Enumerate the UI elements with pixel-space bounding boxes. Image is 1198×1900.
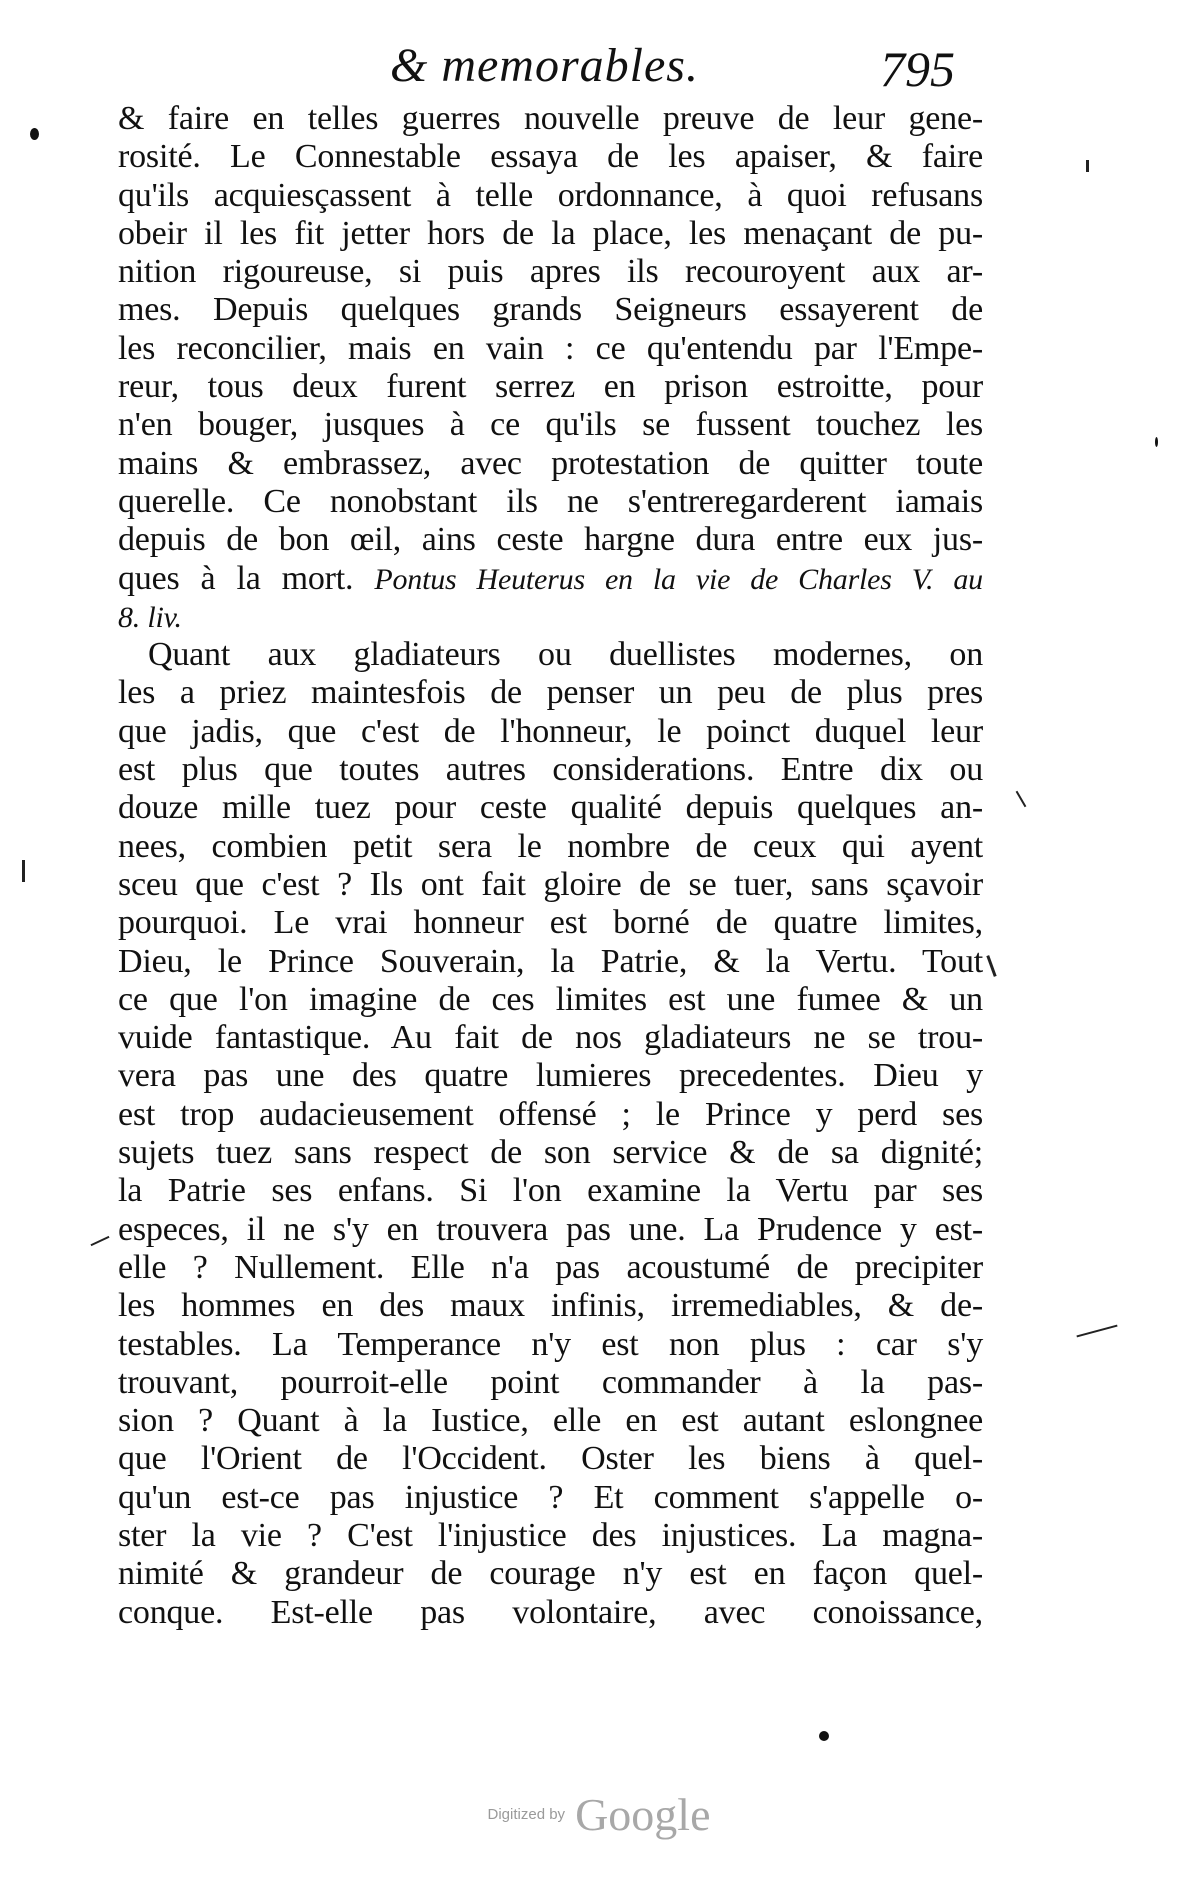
text-line: que l'Orient de l'Occident. Oster les biens à quel- (118, 1440, 983, 1478)
paragraph-start-line: Quant aux gladiateurs ou duellistes modernes, on (148, 636, 983, 674)
text-line: ster la vie ? C'est l'injustice des injustices. La magna- (118, 1516, 983, 1554)
digitized-watermark (0, 1788, 1198, 1841)
text-line: Dieu, le Prince Souverain, la Patrie, & la Vertu. Tout (118, 942, 983, 980)
google-wordmark: Google (575, 1789, 711, 1840)
text-line: les reconcilier, mais en vain : ce qu'entendu par l'Empe- (118, 329, 983, 367)
text-line: est plus que toutes autres considerations. Entre dix ou (118, 751, 983, 789)
text-line-with-citation (118, 560, 983, 598)
text-line: que jadis, que c'est de l'honneur, le poinct duquel leur (118, 712, 983, 750)
text-line: douze mille tuez pour ceste qualité depuis quelques an- (118, 789, 983, 827)
citation: Pontus Heuterus en la vie de Charles V. au (374, 562, 983, 596)
margin-stroke (1086, 160, 1089, 172)
text-line: sceu que c'est ? Ils ont fait gloire de se tuer, sans sçavoir (118, 865, 983, 903)
citation-book: 8. liv. (118, 600, 182, 634)
text-line: conque. Est-elle pas volontaire, avec conoissance, (118, 1593, 983, 1631)
margin-stroke (1016, 791, 1027, 808)
text-line-end: ques à la mort. (118, 559, 354, 597)
text-line: est trop audacieusement offensé ; le Prince y perd ses (118, 1095, 983, 1133)
text-line: qu'un est-ce pas injustice ? Et comment s'appelle o- (118, 1478, 983, 1516)
text-line: les a priez maintesfois de penser un peu de plus pres (118, 674, 983, 712)
text-line: qu'ils acquiesçassent à telle ordonnance, à quoi refusans (118, 176, 983, 214)
text-line: nimité & grandeur de courage n'y est en façon quel- (118, 1555, 983, 1593)
text-line: les hommes en des maux infinis, irremediables, & de- (118, 1287, 983, 1325)
scan-speck (819, 1731, 829, 1741)
text-line: pourquoi. Le vrai honneur est borné de quatre limites, (118, 904, 983, 942)
text-line: la Patrie ses enfans. Si l'on examine la Vertu par ses (118, 1172, 983, 1210)
text-line: obeir il les fit jetter hors de la place, les menaçant de pu- (118, 214, 983, 252)
running-head (120, 38, 990, 108)
text-line: vera pas une des quatre lumieres precedentes. Dieu y (118, 1057, 983, 1095)
text-line: querelle. Ce nonobstant ils ne s'entreregarderent iamais (118, 482, 983, 520)
scan-speck (30, 128, 39, 140)
page-number: 795 (880, 41, 955, 97)
body-text (118, 100, 983, 1632)
text-line: elle ? Nullement. Elle n'a pas acoustumé de precipiter (118, 1248, 983, 1286)
text-line: nees, combien petit sera le nombre de ceux qui ayent (118, 827, 983, 865)
text-line: reur, tous deux furent serrez en prison estroitte, pour (118, 368, 983, 406)
text-line: vuide fantastique. Au fait de nos gladiateurs ne se trou- (118, 1019, 983, 1057)
text-line: mes. Depuis quelques grands Seigneurs essayerent de (118, 291, 983, 329)
text-line: & faire en telles guerres nouvelle preuve de leur gene- (118, 100, 983, 137)
text-line: mains & embrassez, avec protestation de quitter toute (118, 444, 983, 482)
text-line: sion ? Quant à la Iustice, elle en est autant eslongnee (118, 1402, 983, 1440)
text-line: rosité. Le Connestable essaya de les apaiser, & faire (118, 138, 983, 176)
digitized-prefix: Digitized by (487, 1806, 566, 1823)
margin-stroke (986, 955, 996, 977)
text-line: trouvant, pourroit-elle point commander à la pas- (118, 1363, 983, 1401)
text-line: testables. La Temperance n'y est non plus : car s'y (118, 1325, 983, 1363)
margin-stroke (1076, 1325, 1117, 1338)
running-title: & memorables. (390, 39, 699, 92)
text-line: nition rigoureuse, si puis apres ils recouroyent aux ar- (118, 253, 983, 291)
text-line: n'en bouger, jusques à ce qu'ils se fussent touchez les (118, 406, 983, 444)
citation-continued (118, 598, 983, 636)
text-line: depuis de bon œil, ains ceste hargne dura entre eux jus- (118, 521, 983, 559)
scan-speck (1155, 437, 1158, 447)
text-line: sujets tuez sans respect de son service & de sa dignité; (118, 1134, 983, 1172)
text-line: especes, il ne s'y en trouvera pas une. La Prudence y est- (118, 1210, 983, 1248)
margin-stroke (91, 1236, 110, 1246)
margin-stroke (22, 860, 25, 882)
text-line: ce que l'on imagine de ces limites est une fumee & un (118, 980, 983, 1018)
